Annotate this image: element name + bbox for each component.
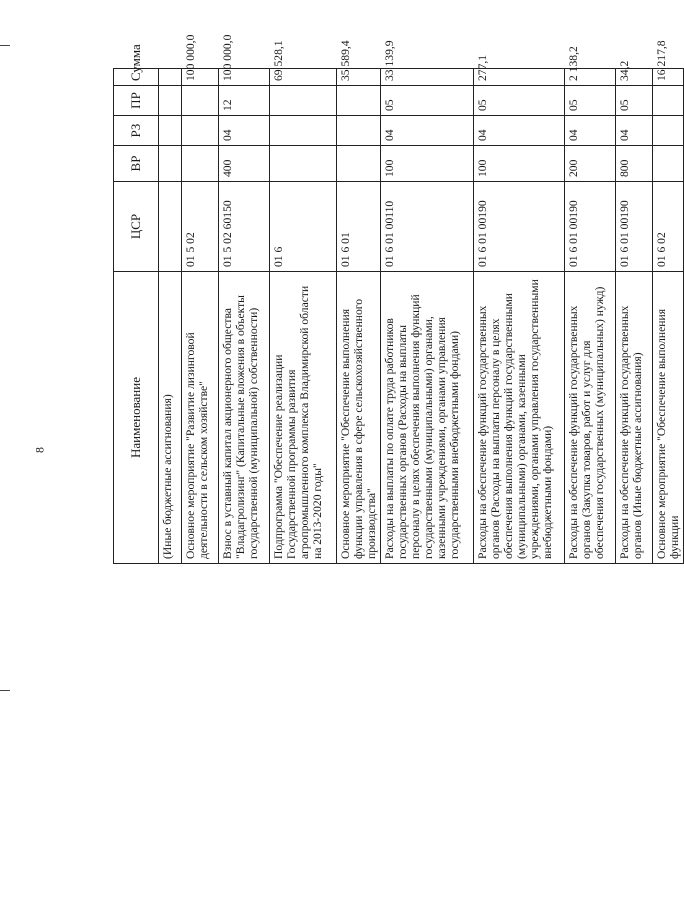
cell-vr: 800 [615,146,652,182]
cell-vr [652,146,683,182]
cell-pr: 05 [615,86,652,116]
table-row [380,69,473,564]
table-header-row [114,69,159,564]
cell-name: Расходы на обеспечение функций государственных органов (Закупка товаров, работ и услуг для обеспечения государственных (муниципальных) нужд) [564,272,615,564]
table-row [159,69,182,564]
cell-name: Подпрограмма "Обеспечение реализации Государственной программы развития агропромышленного комплекса Владимирской области на 2013-2020 годы" [270,272,337,564]
column-header-rz: РЗ [114,116,159,146]
cell-name: Взнос в уставный капитал акционерного общества "Владагролизинг" (Капитальные вложения в объекты государственной (муниципальной) собственности) [219,272,270,564]
cell-pr: 05 [564,86,615,116]
cell-pr [159,86,182,116]
cell-sum: 69 528,1 [270,69,337,86]
table-row [564,69,615,564]
table-row [615,69,652,564]
cell-rz [652,116,683,146]
cell-vr: 100 [473,146,564,182]
cell-name: Основное мероприятие "Развитие лизинговой деятельности в сельском хозяйстве" [182,272,219,564]
table-row [652,69,683,564]
cell-pr: 05 [380,86,473,116]
cell-name: Расходы на обеспечение функций государственных органов (Расходы на выплаты персоналу в целях обеспечения выполнения функций государственными (муниципальными) органами, казенными учреждениями, органами управления государственными внебюджетными фондами) [473,272,564,564]
column-header-pr: ПР [114,86,159,116]
column-header-vr: ВР [114,146,159,182]
cell-vr [337,146,381,182]
cell-csr: 01 6 02 [652,182,683,272]
cell-name: Расходы на выплаты по оплате труда работников государственных органов (Расходы на выплаты персоналу в целях обеспечения выполнения функций государственными (муниципальными) органами, казенными учреждениями, органами управления государственными внебюджетными фондами) [380,272,473,564]
cell-pr [652,86,683,116]
cell-csr: 01 6 01 00190 [473,182,564,272]
cell-sum: 100 000,0 [219,69,270,86]
table-row [182,69,219,564]
cell-sum: 100 000,0 [182,69,219,86]
cell-csr: 01 6 [270,182,337,272]
column-header-sum: Сумма [114,69,159,86]
cell-pr: 12 [219,86,270,116]
cell-rz [337,116,381,146]
table-row [337,69,381,564]
table-row [270,69,337,564]
cell-csr: 01 6 01 00190 [615,182,652,272]
cell-sum [159,69,182,86]
cell-pr [270,86,337,116]
budget-table [113,34,684,564]
cell-csr: 01 6 01 00110 [380,182,473,272]
margin-mark [0,45,10,46]
cell-sum: 35 589,4 [337,69,381,86]
cell-vr [159,146,182,182]
cell-vr: 400 [219,146,270,182]
cell-sum: 2 138,2 [564,69,615,86]
cell-name: (Иные бюджетные ассигнования) [159,272,182,564]
cell-vr: 100 [380,146,473,182]
cell-rz [182,116,219,146]
cell-vr: 200 [564,146,615,182]
cell-rz [159,116,182,146]
cell-rz [270,116,337,146]
cell-name: Основное мероприятие "Обеспечение выполнения функции [652,272,683,564]
cell-sum: 277,1 [473,69,564,86]
rotated-table-wrapper [113,34,684,564]
cell-rz: 04 [473,116,564,146]
cell-name: Расходы на обеспечение функций государственных органов (Иные бюджетные ассигнования) [615,272,652,564]
table-row [473,69,564,564]
cell-pr: 05 [473,86,564,116]
cell-csr: 01 6 01 [337,182,381,272]
margin-mark [0,690,10,691]
cell-name: Основное мероприятие "Обеспечение выполнения функции управления в сфере сельскохозяйственного производства" [337,272,381,564]
page-number: 8 [32,447,47,453]
cell-rz: 04 [564,116,615,146]
cell-sum: 33 139,9 [380,69,473,86]
cell-csr: 01 6 01 00190 [564,182,615,272]
cell-rz: 04 [219,116,270,146]
cell-csr [159,182,182,272]
cell-pr [182,86,219,116]
column-header-name: Наименование [114,272,159,564]
table-row [219,69,270,564]
cell-vr [182,146,219,182]
cell-csr: 01 5 02 60150 [219,182,270,272]
cell-vr [270,146,337,182]
cell-sum: 16 217,8 [652,69,683,86]
column-header-csr: ЦСР [114,182,159,272]
cell-rz: 04 [380,116,473,146]
cell-csr: 01 5 02 [182,182,219,272]
cell-pr [337,86,381,116]
cell-rz: 04 [615,116,652,146]
cell-sum: 34,2 [615,69,652,86]
